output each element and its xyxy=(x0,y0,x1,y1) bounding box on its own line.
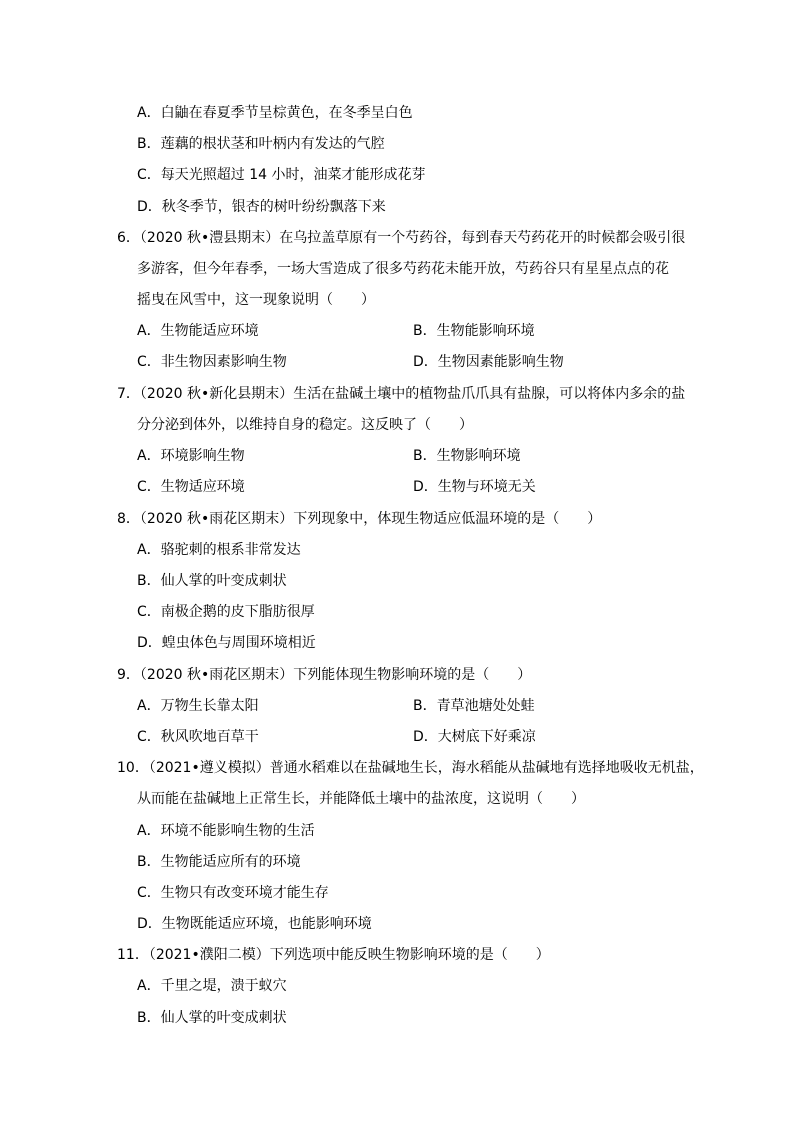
question-stem: 10．（2021•遵义模拟）普通水稻难以在盐碱地生长，海水稻能从盐碱地有选择地吸收无机盐， xyxy=(117,760,704,776)
answer-option: B．生物能适应所有的环境 xyxy=(137,854,301,870)
answer-option: A．骆驼刺的根系非常发达 xyxy=(137,542,301,558)
answer-option: D．蝗虫体色与周围环境相近 xyxy=(137,635,316,651)
answer-option: B．莲藕的根状茎和叶柄内有发达的气腔 xyxy=(137,136,385,152)
answer-option: D．大树底下好乘凉 xyxy=(413,729,536,745)
question-stem: 9．（2020 秋•雨花区期末）下列能体现生物影响环境的是（ ） xyxy=(117,667,532,683)
answer-option: A．万物生长靠太阳 xyxy=(137,698,259,714)
answer-option: A．环境不能影响生物的生活 xyxy=(137,823,315,839)
question-stem: 6．（2020 秋•澧县期末）在乌拉盖草原有一个芍药谷，每到春天芍药花开的时候都会吸引很 xyxy=(117,230,686,246)
answer-option: C．生物只有改变环境才能生存 xyxy=(137,885,329,901)
answer-option: B．仙人掌的叶变成刺状 xyxy=(137,1010,287,1026)
answer-option: D．生物与环境无关 xyxy=(413,479,536,495)
answer-option: C．秋风吹地百草干 xyxy=(137,729,259,745)
answer-option: A．环境影响生物 xyxy=(137,448,245,464)
answer-option: A．白鼬在春夏季节呈棕黄色，在冬季呈白色 xyxy=(137,105,413,121)
question-stem-continued: 分分泌到体外，以维持自身的稳定。这反映了（ ） xyxy=(137,417,473,433)
question-stem-continued: 摇曳在风雪中，这一现象说明（ ） xyxy=(137,292,375,308)
question-stem: 11．（2021•濮阳二模）下列选项中能反映生物影响环境的是（ ） xyxy=(117,947,550,963)
answer-option: C．每天光照超过 14 小时，油菜才能形成花芽 xyxy=(137,167,426,183)
question-stem-continued: 从而能在盐碱地上正常生长，并能降低土壤中的盐浓度，这说明（ ） xyxy=(137,791,585,807)
answer-option: C．生物适应环境 xyxy=(137,479,245,495)
answer-option: B．仙人掌的叶变成刺状 xyxy=(137,573,287,589)
question-stem: 7．（2020 秋•新化县期末）生活在盐碱土壤中的植物盐爪爪具有盐腺，可以将体内多余的盐 xyxy=(117,386,686,402)
answer-option: A．生物能适应环境 xyxy=(137,323,259,339)
answer-option: B．生物影响环境 xyxy=(413,448,521,464)
answer-option: B．生物能影响环境 xyxy=(413,323,535,339)
answer-option: D．秋冬季节，银杏的树叶纷纷飘落下来 xyxy=(137,199,386,215)
answer-option: C．南极企鹅的皮下脂肪很厚 xyxy=(137,604,315,620)
answer-option: D．生物因素能影响生物 xyxy=(413,354,564,370)
question-stem-continued: 多游客，但今年春季，一场大雪造成了很多芍药花未能开放，芍药谷只有星星点点的花 xyxy=(137,261,669,277)
question-stem: 8．（2020 秋•雨花区期末）下列现象中，体现生物适应低温环境的是（ ） xyxy=(117,511,602,527)
answer-option: B．青草池塘处处蛙 xyxy=(413,698,535,714)
answer-option: D．生物既能适应环境，也能影响环境 xyxy=(137,916,372,932)
answer-option: A．千里之堤，溃于蚁穴 xyxy=(137,978,287,994)
answer-option: C．非生物因素影响生物 xyxy=(137,354,287,370)
